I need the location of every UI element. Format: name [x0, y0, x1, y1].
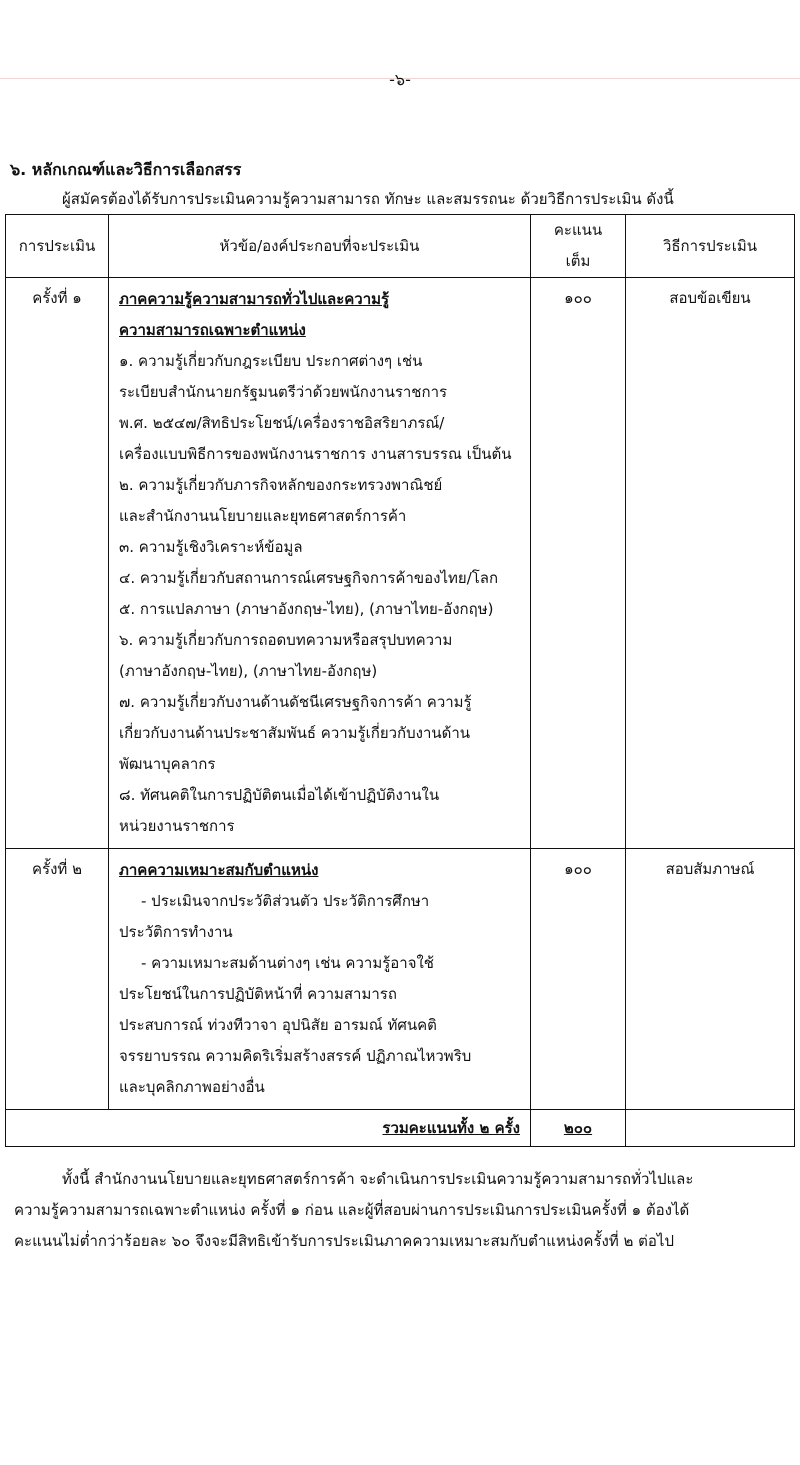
closing-paragraph	[14, 1164, 784, 1257]
topic-line: จรรยาบรรณ ความคิดริเริ่มสร้างสรรค์ ปฏิภาณไหวพริบ	[119, 1047, 472, 1065]
header-round: การประเมิน	[6, 215, 109, 278]
topic-line: ๘. ทัศนคติในการปฏิบัติตนเมื่อได้เข้าปฏิบัติงานใน	[119, 786, 440, 804]
topic-line: (ภาษาอังกฤษ-ไทย), (ภาษาไทย-อังกฤษ)	[119, 662, 378, 680]
header-topic: หัวข้อ/องค์ประกอบที่จะประเมิน	[109, 215, 531, 278]
intro-text: ผู้สมัครต้องได้รับการประเมินความรู้ความสามารถ ทักษะ และสมรรถนะ ด้วยวิธีการประเมิน ดังนี้	[62, 190, 674, 208]
topic-line: - ความเหมาะสมด้านต่างๆ เช่น ความรู้อาจใช้	[141, 954, 434, 972]
closing-line: คะแนนไม่ต่ำกว่าร้อยละ ๖๐ จึงจะมีสิทธิเข้ารับการประเมินภาคความเหมาะสมกับตำแหน่งครั้งที่ ๒ ต่อไป	[14, 1232, 674, 1250]
method-cell: สอบสัมภาษณ์	[626, 849, 795, 1110]
topic-title: ความสามารถเฉพาะตำแหน่ง	[119, 321, 306, 339]
score-cell: ๑๐๐	[531, 849, 626, 1110]
closing-line: ทั้งนี้ สำนักงานนโยบายและยุทธศาสตร์การค้า จะดำเนินการประเมินความรู้ความสามารถทั่วไปและ	[62, 1170, 694, 1188]
topic-line: ๕. การแปลภาษา (ภาษาอังกฤษ-ไทย), (ภาษาไทย-อังกฤษ)	[119, 600, 494, 618]
total-empty-cell	[626, 1110, 795, 1147]
page-number: -๖-	[389, 70, 411, 89]
closing-line: ความรู้ความสามารถเฉพาะตำแหน่ง ครั้งที่ ๑ ก่อน และผู้ที่สอบผ่านการประเมินการประเมินครั้งที่ ๑ ต้องได้	[14, 1201, 690, 1219]
evaluation-table	[5, 214, 795, 1147]
total-label: รวมคะแนนทั้ง ๒ ครั้ง	[382, 1119, 520, 1137]
topic-line: ๔. ความรู้เกี่ยวกับสถานการณ์เศรษฐกิจการค้าของไทย/โลก	[119, 569, 499, 587]
topic-title: ภาคความรู้ความสามารถทั่วไปและความรู้	[119, 290, 390, 308]
table-row	[6, 849, 795, 1110]
topic-line: ๗. ความรู้เกี่ยวกับงานด้านดัชนีเศรษฐกิจการค้า ความรู้	[119, 693, 472, 711]
topic-line: และบุคลิกภาพอย่างอื่น	[119, 1078, 265, 1096]
topic-line: ๖. ความรู้เกี่ยวกับการถอดบทความหรือสรุปบทความ	[119, 631, 453, 649]
table-header-row	[6, 215, 795, 278]
topic-line: ๒. ความรู้เกี่ยวกับภารกิจหลักของกระทรวงพาณิชย์	[119, 476, 443, 494]
total-value: ๒๐๐	[563, 1119, 593, 1137]
topic-line: พัฒนาบุคลากร	[119, 755, 216, 773]
header-score-line2: เต็ม	[565, 252, 591, 270]
topic-cell	[109, 278, 531, 849]
topic-line: และสำนักงานนโยบายและยุทธศาสตร์การค้า	[119, 507, 407, 525]
topic-line: ประสบการณ์ ท่วงทีวาจา อุปนิสัย อารมณ์ ทัศนคติ	[119, 1016, 437, 1034]
total-label-cell	[6, 1110, 531, 1147]
topic-line: พ.ศ. ๒๕๔๗/สิทธิประโยชน์/เครื่องราชอิสริยาภรณ์/	[119, 414, 445, 432]
header-score	[531, 215, 626, 278]
header-score-line1: คะแนน	[553, 221, 603, 239]
total-value-cell	[531, 1110, 626, 1147]
topic-line: - ประเมินจากประวัติส่วนตัว ประวัติการศึกษา	[141, 892, 430, 910]
topic-title: ภาคความเหมาะสมกับตำแหน่ง	[119, 861, 319, 879]
round-cell: ครั้งที่ ๑	[6, 278, 109, 849]
score-cell: ๑๐๐	[531, 278, 626, 849]
topic-line: เครื่องแบบพิธีการของพนักงานราชการ งานสารบรรณ เป็นต้น	[119, 445, 512, 463]
table-row	[6, 278, 795, 849]
round-cell: ครั้งที่ ๒	[6, 849, 109, 1110]
header-method: วิธีการประเมิน	[626, 215, 795, 278]
section-heading: ๖. หลักเกณฑ์และวิธีการเลือกสรร	[10, 160, 242, 179]
topic-line: เกี่ยวกับงานด้านประชาสัมพันธ์ ความรู้เกี่ยวกับงานด้าน	[119, 724, 471, 742]
topic-line: ประโยชน์ในการปฏิบัติหน้าที่ ความสามารถ	[119, 985, 397, 1003]
topic-line: หน่วยงานราชการ	[119, 817, 235, 835]
topic-line: ระเบียบสำนักนายกรัฐมนตรีว่าด้วยพนักงานราชการ	[119, 383, 448, 401]
topic-line: ๑. ความรู้เกี่ยวกับกฎระเบียบ ประกาศต่างๆ เช่น	[119, 352, 423, 370]
topic-cell	[109, 849, 531, 1110]
topic-line: ๓. ความรู้เชิงวิเคราะห์ข้อมูล	[119, 538, 303, 556]
total-row	[6, 1110, 795, 1147]
topic-line: ประวัติการทำงาน	[119, 923, 233, 941]
method-cell: สอบข้อเขียน	[626, 278, 795, 849]
